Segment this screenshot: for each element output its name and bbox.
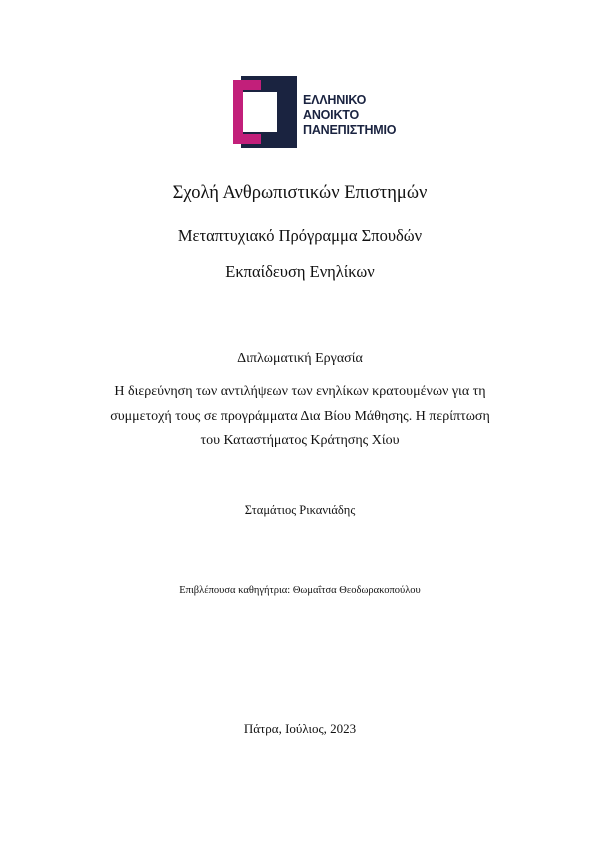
specialization-name: Εκπαίδευση Ενηλίκων <box>225 262 375 281</box>
university-logo-mark-icon <box>233 76 299 148</box>
supervisor-line: Επιβλέπουσα καθηγήτρια: Θωμαΐτσα Θεοδωρακοπούλου <box>179 585 421 596</box>
place-date: Πάτρα, Ιούλιος, 2023 <box>243 721 357 736</box>
thesis-title-line-2: συμμετοχή τους σε προγράμματα Δια Βίου Μάθησης. Η περίπτωση <box>110 408 490 424</box>
thesis-title <box>60 380 540 454</box>
logo-line-3: ΠΑΝΕΠΙΣΤΗΜΙΟ <box>303 123 397 137</box>
logo-line-1: ΕΛΛΗΝΙΚΟ <box>303 93 367 107</box>
author-name: Σταμάτιος Ρικανιάδης <box>244 503 356 517</box>
thesis-type: Διπλωματική Εργασία <box>237 351 363 366</box>
university-logo-text <box>303 93 396 138</box>
university-logo <box>233 76 433 148</box>
school-name: Σχολή Ανθρωπιστικών Επιστημών <box>172 183 428 203</box>
logo-line-2: ΑΝΟΙΚΤΟ <box>303 108 360 122</box>
program-name: Μεταπτυχιακό Πρόγραμμα Σπουδών <box>177 226 423 245</box>
thesis-title-line-3: του Καταστήματος Κράτησης Χίου <box>200 433 400 448</box>
thesis-title-line-1: Η διερεύνηση των αντιλήψεων των ενηλίκων κρατουμένων για τη <box>114 384 486 399</box>
